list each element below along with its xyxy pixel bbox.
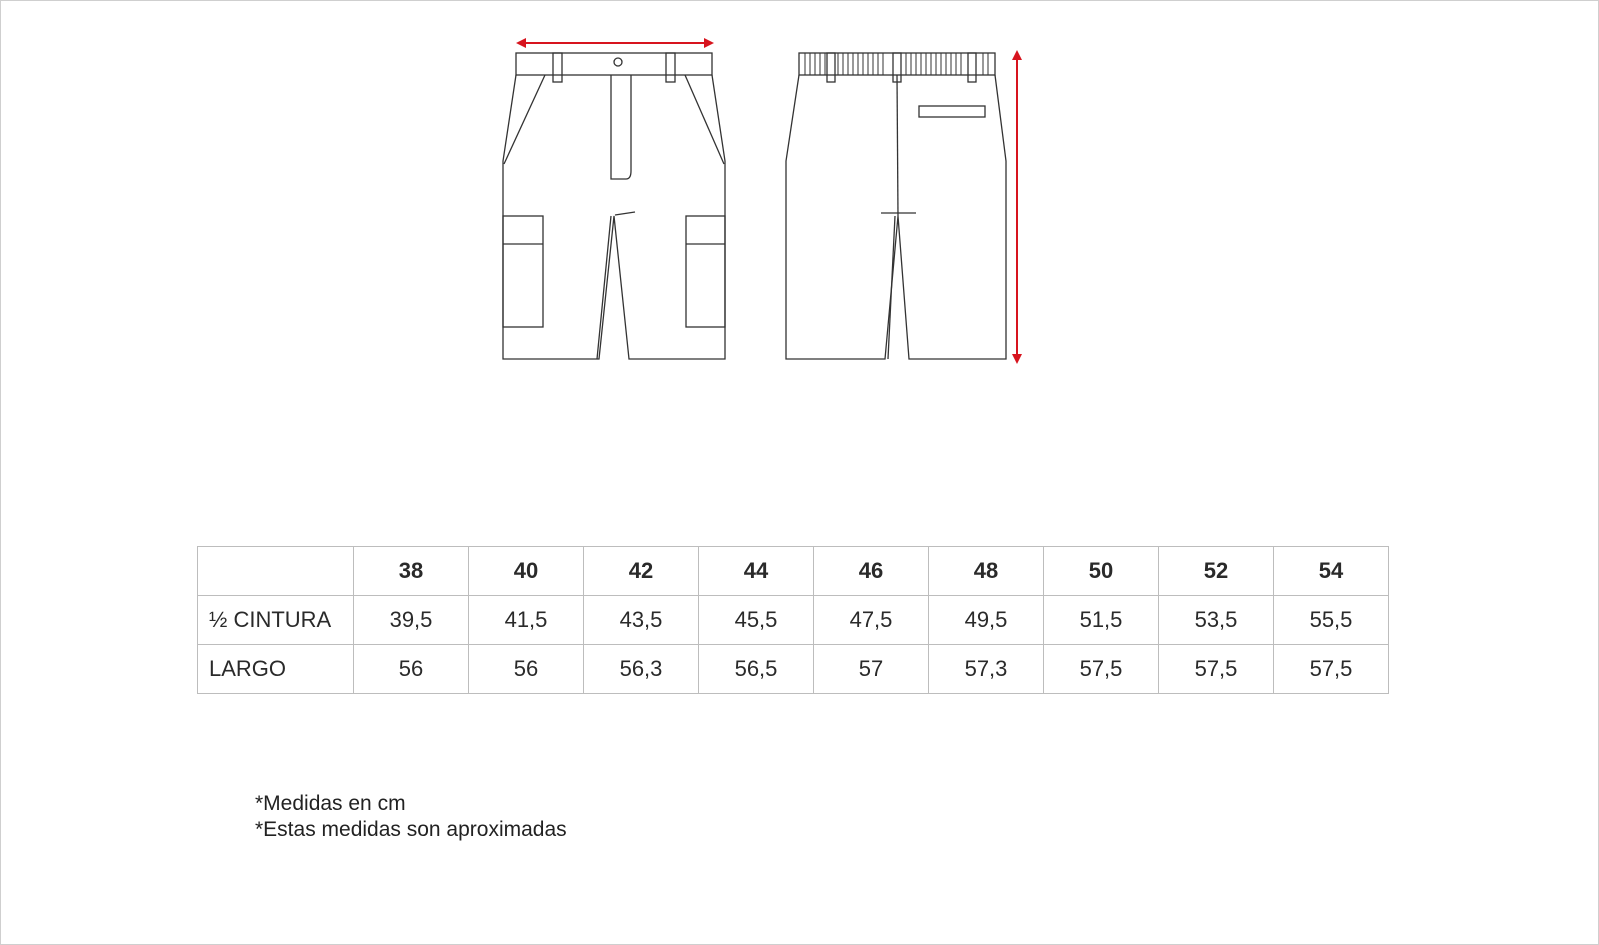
table-cell: 57,5 bbox=[1044, 645, 1159, 694]
table-cell: 57,5 bbox=[1274, 645, 1389, 694]
table-cell: 53,5 bbox=[1159, 596, 1274, 645]
table-cell: 56 bbox=[354, 645, 469, 694]
row-label: ½ CINTURA bbox=[198, 596, 354, 645]
size-header: 48 bbox=[929, 547, 1044, 596]
table-cell: 41,5 bbox=[469, 596, 584, 645]
row-label: LARGO bbox=[198, 645, 354, 694]
size-header: 38 bbox=[354, 547, 469, 596]
size-header: 50 bbox=[1044, 547, 1159, 596]
size-header: 52 bbox=[1159, 547, 1274, 596]
shorts-front-icon bbox=[503, 53, 725, 359]
table-row-half-waist bbox=[198, 596, 1389, 645]
table-cell: 56,5 bbox=[699, 645, 814, 694]
shorts-back-icon bbox=[786, 53, 1006, 359]
size-header: 46 bbox=[814, 547, 929, 596]
table-cell: 55,5 bbox=[1274, 596, 1389, 645]
size-header: 42 bbox=[584, 547, 699, 596]
size-header: 44 bbox=[699, 547, 814, 596]
table-cell: 56 bbox=[469, 645, 584, 694]
table-cell: 57,5 bbox=[1159, 645, 1274, 694]
table-cell: 57 bbox=[814, 645, 929, 694]
note-approximate: *Estas medidas son aproximadas bbox=[255, 818, 567, 841]
table-cell: 51,5 bbox=[1044, 596, 1159, 645]
table-cell: 49,5 bbox=[929, 596, 1044, 645]
size-header: 54 bbox=[1274, 547, 1389, 596]
garment-technical-drawing bbox=[501, 31, 1041, 376]
table-cell: 45,5 bbox=[699, 596, 814, 645]
header-empty-cell bbox=[198, 547, 354, 596]
measurement-notes bbox=[255, 791, 567, 843]
table-cell: 39,5 bbox=[354, 596, 469, 645]
size-measurement-table bbox=[197, 546, 1389, 694]
size-header-row bbox=[198, 547, 1389, 596]
table-cell: 43,5 bbox=[584, 596, 699, 645]
note-units: *Medidas en cm bbox=[255, 792, 406, 815]
size-header: 40 bbox=[469, 547, 584, 596]
table-row-length bbox=[198, 645, 1389, 694]
table-cell: 56,3 bbox=[584, 645, 699, 694]
table-cell: 47,5 bbox=[814, 596, 929, 645]
table-cell: 57,3 bbox=[929, 645, 1044, 694]
